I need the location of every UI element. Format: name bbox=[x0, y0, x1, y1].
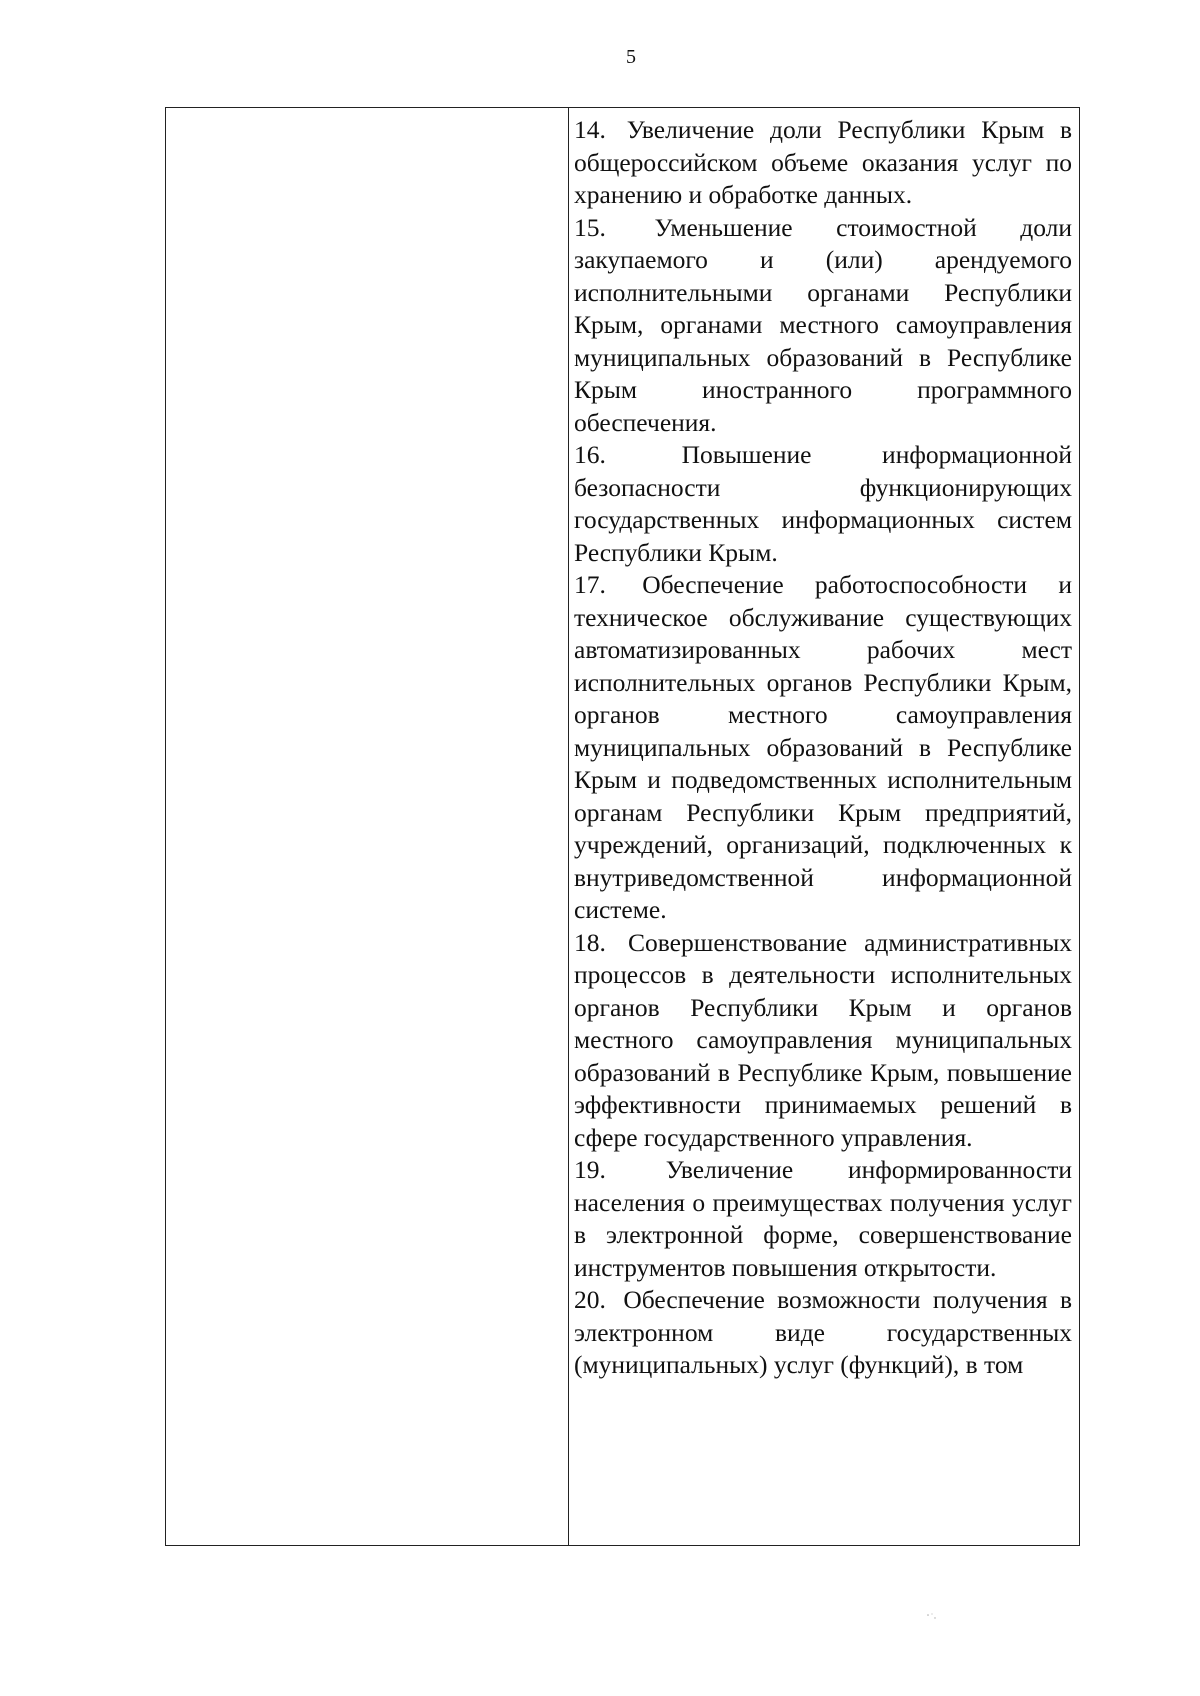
column-divider bbox=[568, 108, 569, 1545]
item-number: 19. bbox=[574, 1155, 606, 1184]
list-item bbox=[574, 114, 1072, 212]
item-number: 20. bbox=[574, 1285, 606, 1314]
list-item bbox=[574, 439, 1072, 569]
item-text: Обеспечение работоспособности и техническое обслуживание существующих автоматизированных рабочих мест исполнительных органов Республики Крым, органов местного самоуправления муниципальных образований в Республике Крым и подведомственных исполнительным органам Республики Крым предприятий, учреждений, организаций, подключенных к внутриведомственной информационной системе. bbox=[574, 570, 1072, 924]
scan-speck-mark bbox=[925, 1612, 939, 1622]
item-number: 16. bbox=[574, 440, 606, 469]
item-text: Увеличение информированности населения о преимуществах получения услуг в электронной форме, совершенствование инструментов повышения открытости. bbox=[574, 1155, 1072, 1282]
item-text: Обеспечение возможности получения в электронном виде государственных (муниципальных) услуг (функций), в том bbox=[574, 1285, 1072, 1379]
table-cell-right bbox=[574, 114, 1072, 1382]
item-text: Уменьшение стоимостной доли закупаемого и (или) арендуемого исполнительными органами Республики Крым, органами местного самоуправления муниципальных образований в Республике Крым иностранного программного обеспечения. bbox=[574, 212, 1073, 437]
list-item bbox=[574, 569, 1072, 927]
item-text: Повышение информационной безопасности функционирующих государственных информационных систем Республики Крым. bbox=[574, 440, 1072, 567]
document-table bbox=[165, 107, 1080, 1546]
item-number: 14. bbox=[574, 115, 606, 144]
list-item bbox=[574, 1154, 1072, 1284]
item-text: Увеличение доли Республики Крым в общероссийском объеме оказания услуг по хранению и обработке данных. bbox=[574, 115, 1073, 209]
item-text: Совершенствование административных процессов в деятельности исполнительных органов Республики Крым и органов местного самоуправления муниципальных образований в Республике Крым, повышение эффективности принимаемых решений в сфере государственного управления. bbox=[574, 927, 1072, 1152]
list-item bbox=[574, 212, 1072, 440]
item-number: 18. bbox=[574, 927, 606, 957]
item-number: 15. bbox=[574, 212, 606, 242]
page-number: 5 bbox=[626, 46, 636, 68]
list-item bbox=[574, 1284, 1072, 1382]
item-number: 17. bbox=[574, 570, 606, 599]
list-item bbox=[574, 927, 1072, 1155]
